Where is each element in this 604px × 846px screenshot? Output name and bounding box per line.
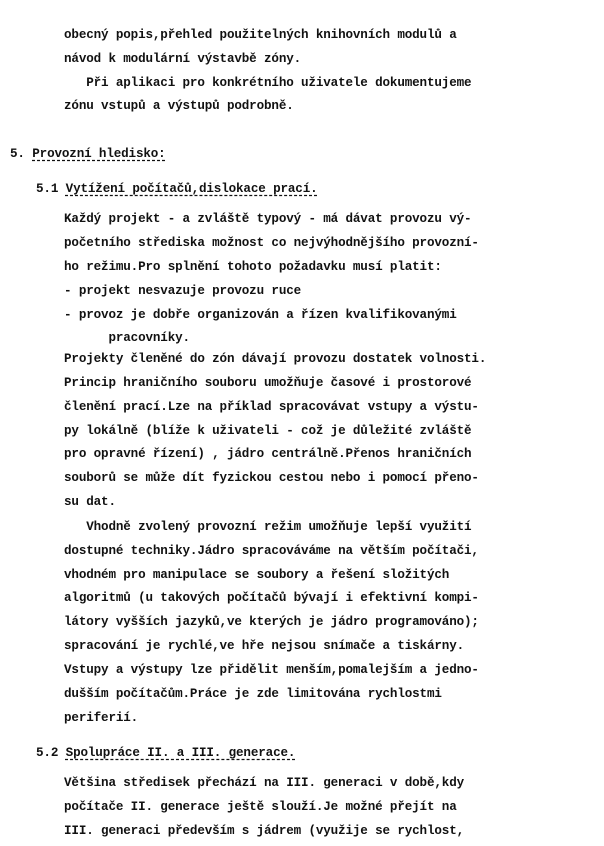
- body-line: souborů se může dít fyzickou cestou nebo i pomocí přeno-: [64, 471, 479, 485]
- section-title: Spolupráce II. a III. generace.: [65, 746, 296, 760]
- body-line: py lokálně (blíže k uživateli - což je důležité zvláště: [64, 424, 472, 438]
- body-line: III. generaci především s jádrem (využije se rychlost,: [64, 824, 465, 838]
- section-title: Vytížení počítačů,dislokace prací.: [65, 182, 318, 196]
- section-title: Provozní hledisko:: [32, 147, 166, 161]
- body-line: dostupné techniky.Jádro spracováváme na větším počítači,: [64, 544, 479, 558]
- body-line: členění prací.Lze na příklad spracovávat vstupy a výstu-: [64, 400, 479, 414]
- body-line: Projekty členěné do zón dávají provozu dostatek volnosti.: [64, 352, 487, 366]
- body-line: - projekt nesvazuje provozu ruce: [64, 284, 302, 298]
- body-line: Princip hraničního souboru umožňuje časové i prostorové: [64, 376, 472, 390]
- body-line: Vhodně zvolený provozní režim umožňuje lepší využití: [64, 520, 472, 534]
- body-line: Vstupy a výstupy lze přidělit menším,pomalejším a jedno-: [64, 663, 479, 677]
- body-line: periferií.: [64, 711, 139, 725]
- body-line: Každý projekt - a zvláště typový - má dávat provozu vý-: [64, 212, 472, 226]
- body-line: Většina středisek přechází na III. generaci v době,kdy: [64, 776, 465, 790]
- section-5-heading: [10, 147, 166, 161]
- intro-line: obecný popis,přehled použitelných knihovních modulů a: [64, 28, 457, 42]
- body-line: su dat.: [64, 495, 116, 509]
- section-5-2-heading: [36, 746, 295, 760]
- intro-line: zónu vstupů a výstupů podrobně.: [64, 99, 294, 113]
- section-number: 5.1: [36, 182, 59, 196]
- body-line: dušším počítačům.Práce je zde limitována rychlostmi: [64, 687, 442, 701]
- section-number: 5.2: [36, 746, 59, 760]
- section-number: 5.: [10, 147, 25, 161]
- body-line: pro opravné řízení) , jádro centrálně.Přenos hraničních: [64, 447, 472, 461]
- body-line: pracovníky.: [64, 331, 190, 345]
- body-line: látory vyšších jazyků,ve kterých je jádro programováno);: [64, 615, 479, 629]
- body-line: početního střediska možnost co nejvýhodnějšího provozní-: [64, 236, 479, 250]
- body-line: ho režimu.Pro splnění tohoto požadavku musí platit:: [64, 260, 442, 274]
- intro-line: návod k modulární výstavbě zóny.: [64, 52, 302, 66]
- intro-line: Při aplikaci pro konkrétního uživatele dokumentujeme: [64, 76, 472, 90]
- body-line: vhodném pro manipulace se soubory a řešení složitých: [64, 568, 450, 582]
- body-line: spracování je rychlé,ve hře nejsou snímače a tiskárny.: [64, 639, 465, 653]
- body-line: algoritmů (u takových počítačů bývají i efektivní kompi-: [64, 591, 479, 605]
- body-line: - provoz je dobře organizován a řízen kvalifikovanými: [64, 308, 457, 322]
- section-5-1-heading: [36, 182, 318, 196]
- body-line: počítače II. generace ještě slouží.Je možné přejít na: [64, 800, 457, 814]
